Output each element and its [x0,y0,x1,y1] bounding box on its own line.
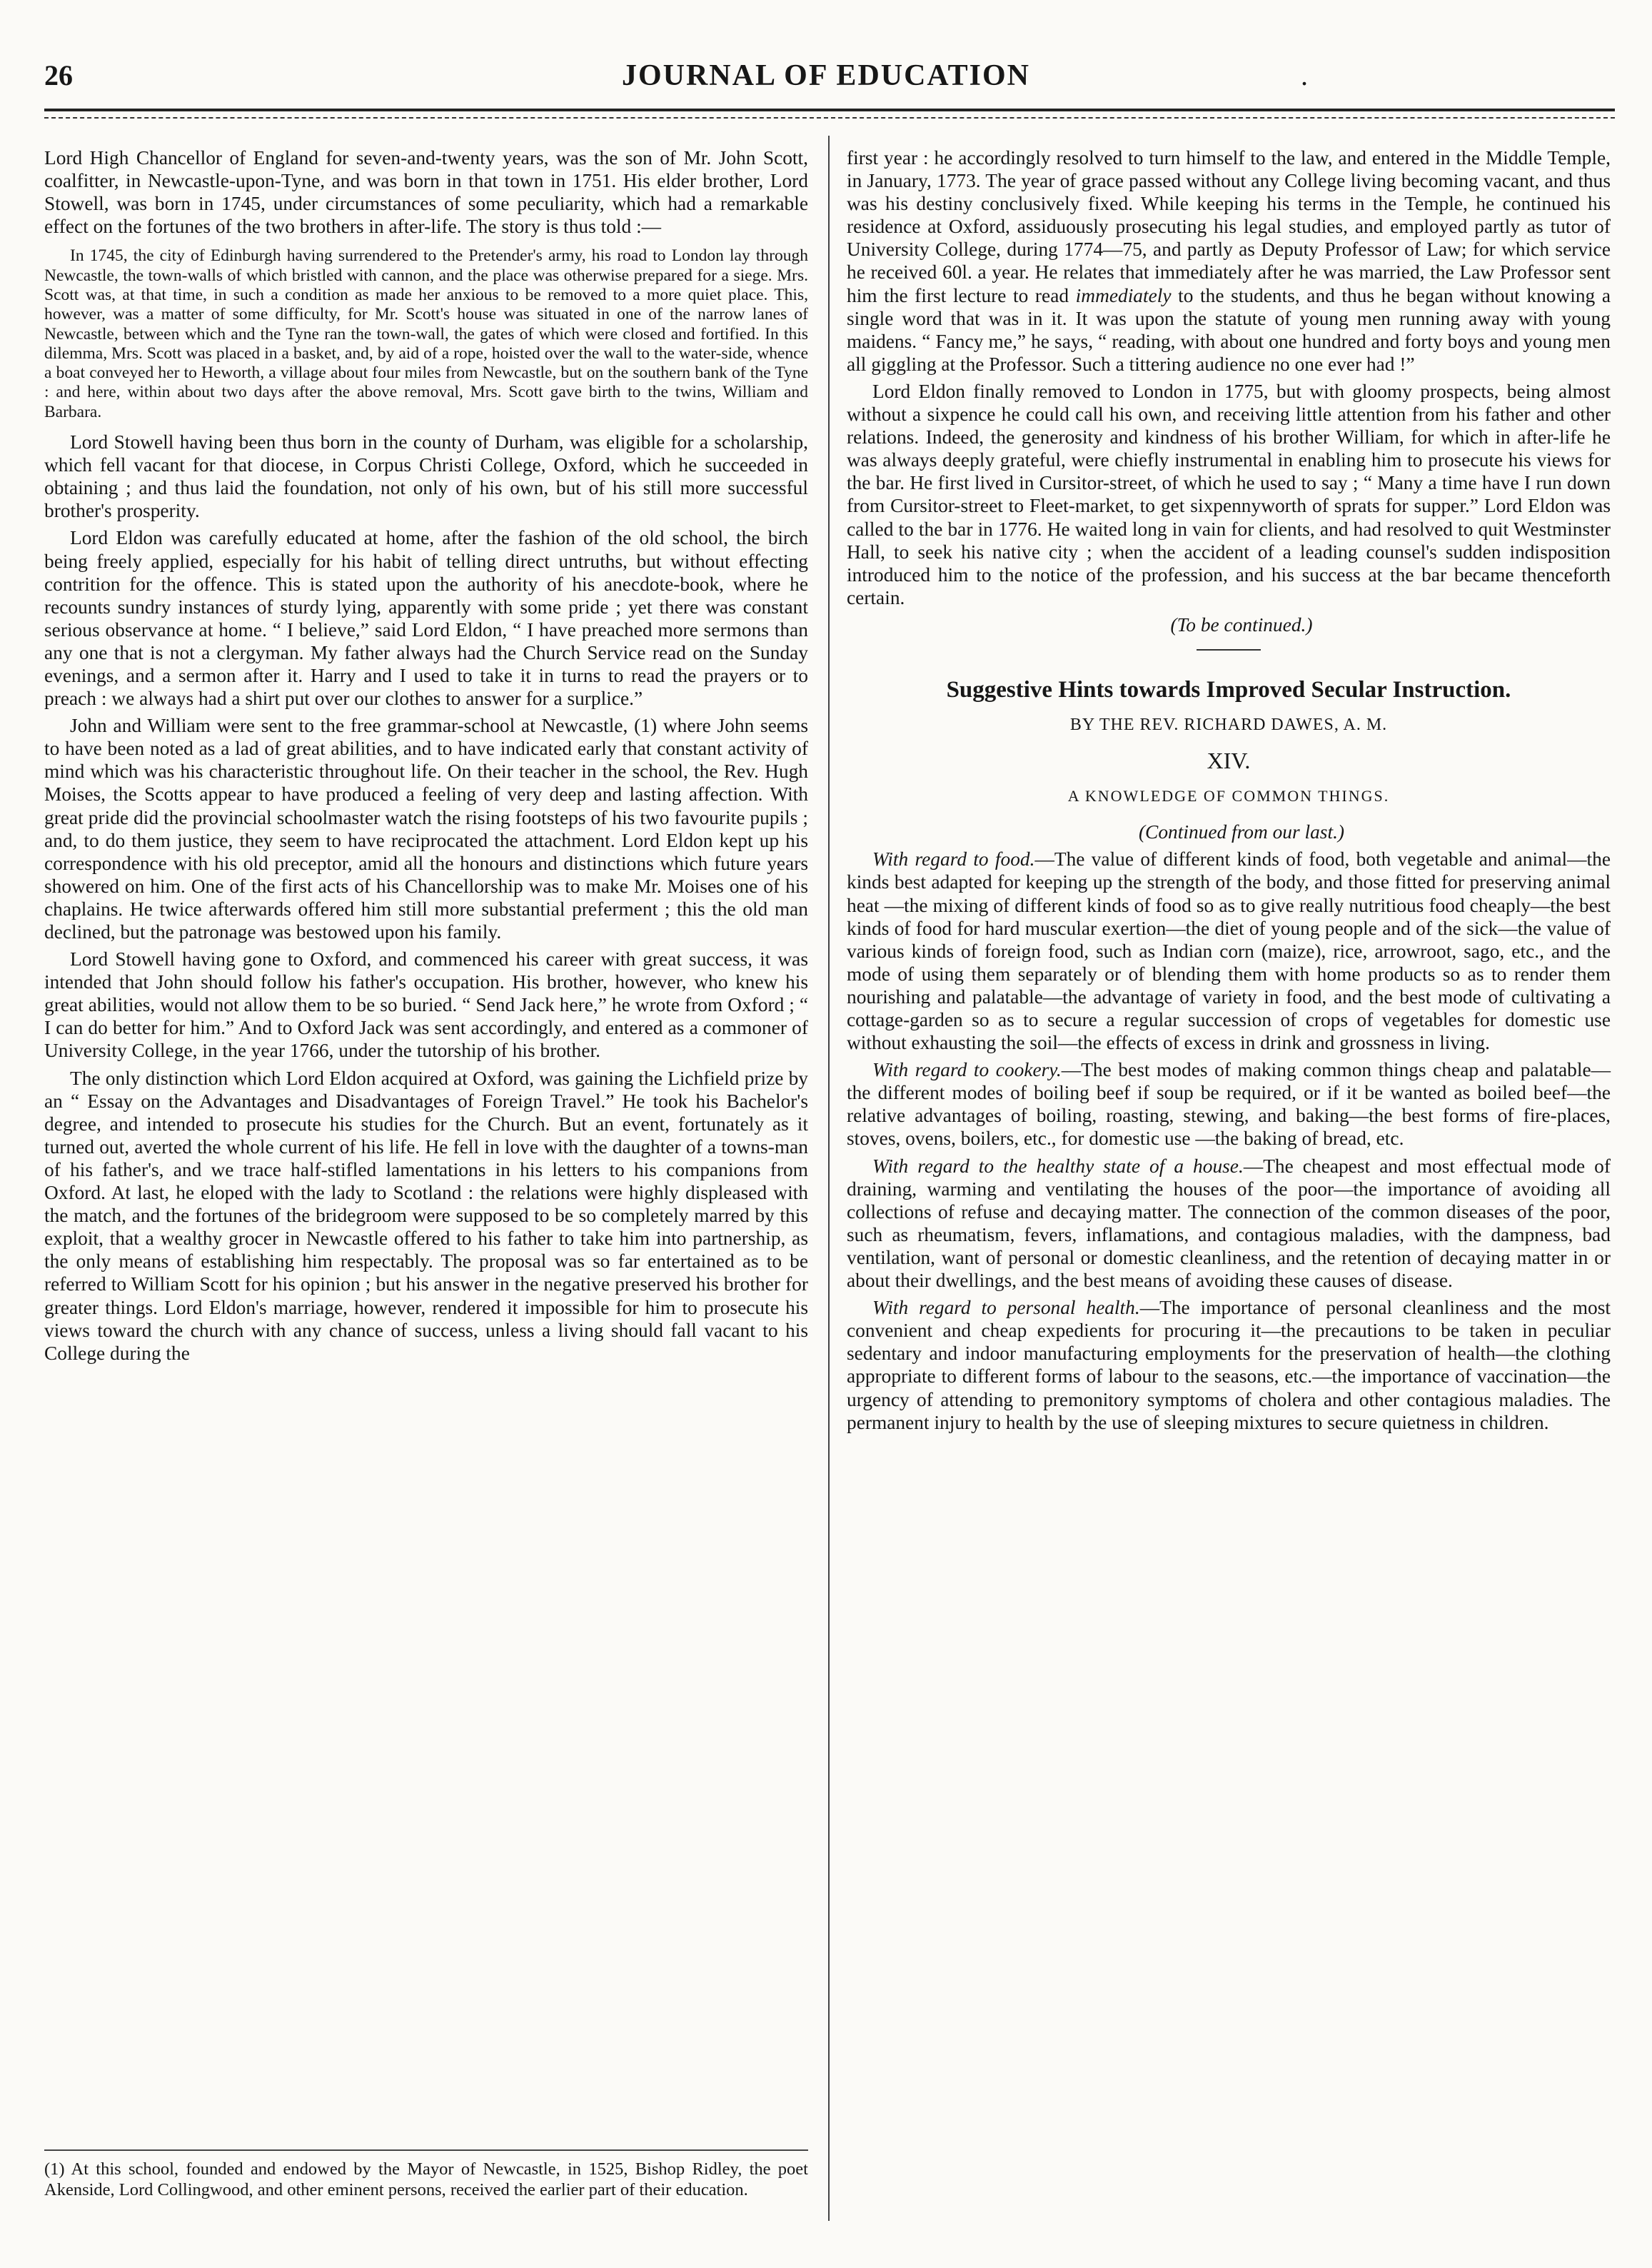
text-run: —The importance of personal cleanliness and the most convenient and cheap expedients for procuring it—the precautions to be taken in peculiar sedentary and indoor manufacturing employments for the preservation of health—the clothing appropriate to different forms of labour to the seasons, etc.—the importance of vaccination—the urgency of attending to premonitory symptoms of cholera and other contagious maladies. The permanent injury to health by the use of sleeping mixtures to secure quietness in children. [847,1297,1611,1433]
section-divider [1197,649,1261,651]
header-rule [44,109,1615,111]
lead-phrase: With regard to food. [872,848,1035,870]
paragraph: Lord Eldon finally removed to London in 1775, but with gloomy prospects, being almost without a sixpence he could call his own, and receiving little attention from his father and other relations. Indeed, the generosity and kindness of his brother William, for which in after-life he was always deeply grateful, were chiefly instrumental in enabling him to prosecute his views for the bar. He first lived in Cursitor-street, of which he used to say ; “ Many a time have I run down from Cursitor-street to Fleet-market, to get sixpennyworth of sprats for supper.” Lord Eldon was called to the bar in 1776. He waited long in vain for clients, and had resolved to quit Westminster Hall, to seek his native city ; when the accident of a leading counsel's sudden indisposition introduced him to the notice of the profession, and his success at the bar became thenceforth certain. [847,380,1611,608]
paragraph [847,1058,1611,1150]
quote-text: In 1745, the city of Edinburgh having surrendered to the Pretender's army, his road to London lay through Newcastle, the town-walls of which bristled with cannon, and the place was otherwise prepared for a siege. Mrs. Scott was, at that time, in such a condition as made her anxious to be removed to a more quiet place. This, however, was a matter of some difficulty, for Mr. Scott's house was situated in one of the narrow lanes of Newcastle, between which and the Tyne ran the town-wall, the gates of which were closed and fortified. In this dilemma, Mrs. Scott was placed in a basket, and, by aid of a rope, hoisted over the wall to the water-side, whence a boat conveyed her to Heworth, a village about four miles from Newcastle, but on the southern bank of the Tyne : and here, within about two days after the above removal, Mrs. Scott gave birth to the twins, William and Barbara. [44,246,808,421]
text-run: to the students, and thus he began without knowing a single word that was in it. It was upon the statute of young men running away with young maidens. “ Fancy me,” he says, “ reading, with about one hundred and forty boys and young men all giggling at the Professor. Such a tittering audience no one ever had !” [847,284,1611,375]
footnote-rule [44,2149,808,2151]
continued-from-note: (Continued from our last.) [1138,821,1345,843]
subheading: A KNOWLEDGE OF COMMON THINGS. [1067,787,1390,806]
article-title: Suggestive Hints towards Improved Secular Instruction. [946,676,1511,703]
paragraph: Lord Stowell having gone to Oxford, and commenced his career with great success, it was intended that John should follow his father's occupation. His brother, however, who knew his great abilities, would not allow them to be so buried. “ Send Jack here,” he wrote from Oxford ; “ I can do better for him.” And to Oxford Jack was sent accordingly, and entered as a commoner of University College, in the year 1766, under the tutorship of his brother. [44,948,808,1062]
footnote: (1) At this school, founded and endowed by the Mayor of Newcastle, in 1525, Bishop Ridley, the poet Akenside, Lord Collingwood, and other eminent persons, received the earlier part of their education. [44,2159,808,2199]
paragraph: The only distinction which Lord Eldon acquired at Oxford, was gaining the Lichfield prize by an “ Essay on the Advantages and Disadvantages of Foreign Travel.” He took his Bachelor's degree, and intended to prosecute his studies for the Church. But an event, fortunately as it turned out, averted the whole current of his life. He fell in love with the daughter of a towns-man of his father's, and we trace half-stifled lamentations in his letters to his companions from Oxford. At last, he eloped with the lady to Scotland : the relations were highly displeased with the match, and the fortunes of the bridegroom were supposed to be so completely marred by this exploit, that a wealthy grocer in Newcastle offered to his father to take him into partnership, as the only means of establishing him respectably. The proposal was so far entertained as to be referred to William Scott for his opinion ; but his answer in the negative preserved his brother for greater things. Lord Eldon's marriage, however, rendered it impossible for him to prosecute his views toward the church with any chance of success, unless a living should fall vacant to his College during the [44,1067,808,1364]
part-numeral: XIV. [1207,748,1251,774]
left-column [44,146,808,1369]
quoted-passage [44,246,808,422]
text-run: first year : he accordingly resolved to turn himself to the law, and entered in the Middle Temple, in January, 1773. The year of grace passed without any College living becoming vacant, and thus was his destiny conclusively fixed. While keeping his terms in the Temple, he continued his residence at Oxford, assiduously prosecuting his legal studies, and employed partly as tutor of University College, during 1774—75, and partly as Deputy Professor of Law; for which service he received 60l. a year. He relates that immediately after he was married, the Law Professor sent him the first lecture to read [847,147,1611,306]
lead-phrase: With regard to the healthy state of a house. [872,1155,1244,1177]
text-run: —The cheapest and most effectual mode of draining, warming and ventilating the houses of the poor—the importance of avoiding all collections of refuse and decaying matter. The connection of the common diseases of the poor, such as rheumatism, fevers, inflamations, and contagious maladies, with the dampness, bad ventilation, want of personal or domestic cleanliness, and the retention of decaying matter in or about their dwellings, and the best means of avoiding these causes of disease. [847,1155,1611,1292]
lead-phrase: With regard to personal health. [872,1297,1140,1319]
right-column [847,146,1611,1438]
header-dot: . [1301,59,1308,91]
text-run: —The value of different kinds of food, both vegetable and animal—the kinds best adapted for keeping up the strength of the body, and those fitted for preserving animal heat —the mixing of different kinds of food so as to give really nutritious food cheaply—the best kinds of food for hard muscular exertion—the diet of young people and of the sick—the value of various kinds of foreign food, such as Indian corn (maize), rice, arrowroot, sago, etc., and the mode of using them separately or of blending them with home products so as to render them nourishing and palatable—the advantage of variety in food, and the best mode of cultivating a cottage-garden so as to secure a regular succession of crops of vegetables for domestic use without exhausting the soil—the effects of excess in drink and grossness in living. [847,848,1611,1054]
paragraph: John and William were sent to the free grammar-school at Newcastle, (1) where John seems to have been noted as a lad of great abilities, and to have indicated early that constant activity of mind which was his characteristic throughout life. On their teacher in the school, the Rev. Hugh Moises, the Scotts appear to have produced a feeling of very deep and lasting affection. With great pride did the provincial schoolmaster watch the rising footsteps of his two favourite pupils ; and, to do them justice, they seem to have reciprocated the attachment. Lord Eldon kept up his correspondence with his old preceptor, amid all the honours and distinctions which future years showered on him. One of the first acts of his Chancellorship was to make Mr. Moises one of his chaplains. He twice afterwards offered him still more substantial preferment ; this the old man declined, but the patronage was bestowed upon his family. [44,715,808,943]
byline: BY THE REV. RICHARD DAWES, A. M. [1069,715,1388,734]
page-header [0,59,1652,101]
paragraph [847,1296,1611,1434]
paragraph: Lord Stowell having been thus born in the county of Durham, was eligible for a scholarship, which fell vacant for that diocese, in Corpus Christi College, Oxford, which he succeeded in obtaining ; and thus laid the foundation, not only of his own, but of his still more successful brother's prosperity. [44,431,808,522]
running-title: JOURNAL OF EDUCATION [621,59,1031,92]
paragraph: Lord Eldon was carefully educated at home, after the fashion of the old school, the birch being freely applied, especially for his habit of telling direct untruths, but without effecting contrition for the offence. This is stated upon the authority of his anecdote-book, where he recounts sundry instances of sturdy lying, apparently with some pride ; yet there was constant serious observance at home. “ I believe,” said Lord Eldon, “ I have preached more sermons than any one that is not a clergyman. My father always had the Church Service read on the Sunday evenings, and a sermon after it. Harry and I used to take it in turns to read the prayers or to preach : we always had a shirt put over our clothes to answer for a surplice.” [44,527,808,710]
paragraph [847,1155,1611,1293]
paragraph [847,848,1611,1054]
to-be-continued: (To be continued.) [1170,613,1313,636]
paragraph: Lord High Chancellor of England for seven-and-twenty years, was the son of Mr. John Scott, coalfitter, in Newcastle-upon-Tyne, and was born in that town in 1751. His elder brother, Lord Stowell, was born in 1745, under circumstances of some peculiarity, which had a remarkable effect on the fortunes of the two brothers in after-life. The story is thus told :— [44,147,808,238]
column-divider [828,136,830,2221]
page-number: 26 [44,59,73,91]
emphasis: immediately [1075,284,1172,306]
paragraph [847,146,1611,376]
header-rule-dashed [44,117,1615,119]
lead-phrase: With regard to cookery. [872,1059,1062,1081]
text-run: —The best modes of making common things cheap and palatable—the different modes of boiling beef if soup be required, or if it be wanted as boiled beef—the relative advantages of boiling, roasting, stewing, and baking—the best forms of fire-places, stoves, ovens, boilers, etc., for domestic use —the baking of bread, etc. [847,1059,1611,1150]
